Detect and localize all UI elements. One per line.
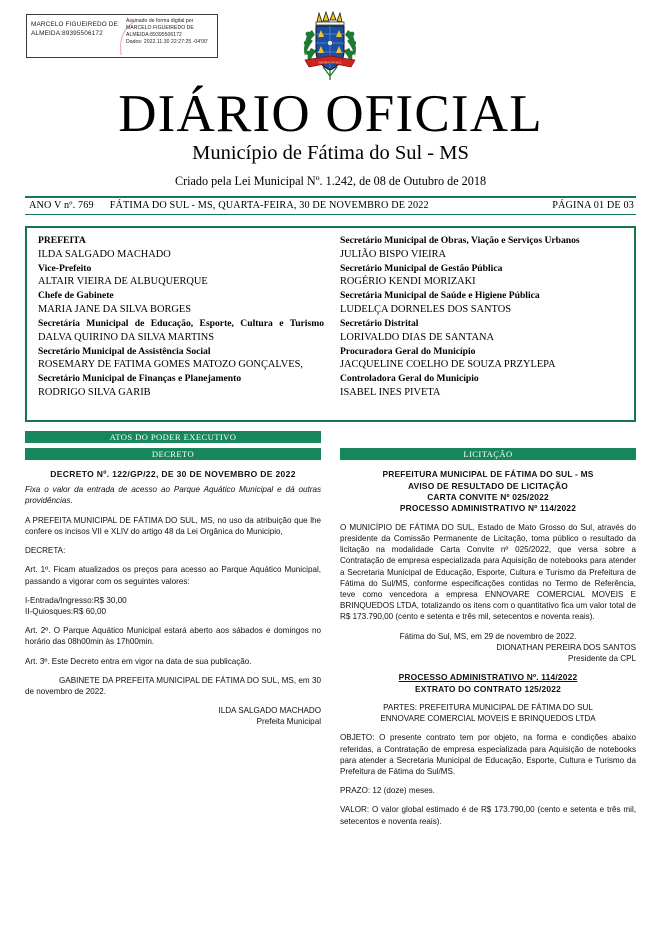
official-name: ISABEL INES PIVETA xyxy=(340,386,441,398)
signature-detail-line-2: MARCELO FIGUEIREDO DE xyxy=(126,25,194,32)
decreto-title: DECRETO Nº. 122/GP/22, DE 30 DE NOVEMBRO DE 2022 xyxy=(50,469,296,480)
official-role: Vice-Prefeito xyxy=(38,262,92,274)
official-role: PREFEITA xyxy=(38,235,86,247)
officials-column-left xyxy=(27,234,332,413)
signature-subject-line-1: MARCELO FIGUEIREDO DE xyxy=(31,21,118,28)
official-role: Secretário Municipal de Assistência Social xyxy=(38,345,211,357)
official-name: ALTAIR VIEIRA DE ALBUQUERQUE xyxy=(38,276,208,288)
licitacao-signer-name: DIONATHAN PEREIRA DOS SANTOS xyxy=(496,642,636,652)
decreto-signer-title: Prefeita Municipal xyxy=(256,717,321,727)
signature-detail-line-1: Assinado de forma digital por xyxy=(126,18,194,24)
decreto-signer-name: ILDA SALGADO MACHADO xyxy=(218,706,321,716)
officials-column-right xyxy=(332,234,634,413)
publication-date: FÁTIMA DO SUL - MS, QUARTA-FEIRA, 30 DE NOVEMBRO DE 2022 xyxy=(109,199,429,211)
official-role: Secretário Municipal de Gestão Pública xyxy=(340,262,503,274)
official-name: ROSEMARY DE FATIMA GOMES MATOZO GONÇALVES, xyxy=(38,359,303,371)
licitacao-body: O MUNICÍPIO DE FÁTIMA DO SUL, Estado de Mato Grosso do Sul, através do presidente da Comissão Permanente de Licitação, toma público o resultado da licitação na modalidade Carta Convite nº 025/2022, que versa sobre a Contratação de empresa especializada para Aquisição de notebooks para atender a Secretaria Municipal de Educação, Esporte, Cultura e Turismo da Prefeitura de Fátima do Sul/MS, conforme especificações contidas no Termo de Referência, teve como vencedora a empresa ENNOVARE COMERCIAL MOVEIS E BRINQUEDOS LTDA, totalizando os itens com o quantitativo fica um valor total de R$ 173.790,00 (cento e setenta e três mil, setecentos e noventa reais). xyxy=(340,522,636,622)
column-licitacao xyxy=(340,469,636,835)
page-title: DIÁRIO OFICIAL xyxy=(118,85,543,143)
contrato-prazo: PRAZO: 12 (doze) meses. xyxy=(340,786,435,796)
page-header xyxy=(0,0,661,88)
licitacao-header-line-2: AVISO DE RESULTADO DE LICITAÇÃO xyxy=(407,480,569,491)
masthead-law-line: Criado pela Lei Municipal Nº. 1.242, de 08 de Outubro de 2018 xyxy=(174,174,487,188)
signature-detail-line-3: ALMEIDA:89395506172 xyxy=(126,32,182,39)
contrato-partes-line-2: ENNOVARE COMERCIAL MOVEIS E BRINQUEDOS LTDA xyxy=(380,714,596,724)
official-name: ROGÉRIO KENDI MORIZAKI xyxy=(340,276,476,288)
licitacao-header xyxy=(340,469,636,515)
official-name: DALVA QUIRINO DA SILVA MARTINS xyxy=(38,331,215,343)
section-bar-row-second xyxy=(25,448,636,460)
masthead-info-line xyxy=(25,198,636,214)
official-role: Secretária Municipal de Saúde e Higiene Pública xyxy=(340,290,540,302)
contrato-partes-line-1: PARTES: PREFEITURA MUNICIPAL DE FÁTIMA DO SUL xyxy=(383,703,593,713)
decreto-item-1: I-Entrada/Ingresso:R$ 30,00 xyxy=(25,595,127,605)
decreto-article-1: Art. 1º. Ficam atualizados os preços para acesso ao Parque Aquático Municipal, passando a vigorar com os seguintes valores: xyxy=(25,565,321,586)
decreto-decreta-label: DECRETA: xyxy=(25,546,66,556)
decreto-article-2: Art. 2º. O Parque Aquático Municipal estará aberto aos sábados e domingos no horário das 08h00min às 17h00min. xyxy=(25,626,321,647)
official-role: Secretária Municipal de Educação, Esporte, Cultura e Turismo xyxy=(38,317,324,329)
official-name: ILDA SALGADO MACHADO xyxy=(38,248,171,260)
signature-subject xyxy=(27,15,123,57)
signature-details xyxy=(123,15,217,57)
licitacao-header-line-3: CARTA CONVITE Nº 025/2022 xyxy=(427,492,549,502)
svg-text:FATIMA DO SUL: FATIMA DO SUL xyxy=(318,60,342,65)
official-role: Procuradora Geral do Município xyxy=(340,345,476,357)
contrato-header-line-1: PROCESSO ADMINISTRATIVO Nº. 114/2022 xyxy=(398,672,578,683)
decreto-gabinete: GABINETE DA PREFEITA MUNICIPAL DE FÁTIMA DO SUL, MS, em 30 de novembro de 2022. xyxy=(25,675,321,696)
licitacao-place-date: Fátima do Sul, MS, em 29 de novembro de 2022. xyxy=(399,631,577,641)
edition-number: ANO V nº. 769 xyxy=(29,199,94,211)
official-role: Secretário Distrital xyxy=(340,317,419,329)
decreto-item-2: II-Quiosques:R$ 60,00 xyxy=(25,606,106,616)
signature-subject-line-2: ALMEIDA:89395506172 xyxy=(31,29,103,37)
official-role: Secretário Municipal de Finanças e Planejamento xyxy=(38,373,242,385)
signature-detail-line-4: Dados: 2022.11.30 22:27:25 -04'00' xyxy=(126,39,209,46)
official-name: MARIA JANE DA SILVA BORGES xyxy=(38,303,192,315)
section-bar-decreto: DECRETO xyxy=(25,448,321,460)
section-bar-row-top xyxy=(25,431,636,443)
official-name: RODRIGO SILVA GARIB xyxy=(38,386,151,398)
contrato-valor: VALOR: O valor global estimado é de R$ 173.790,00 (cento e setenta e três mil, setecentos e noventa reais). xyxy=(340,805,636,826)
official-name: LORIVALDO DIAS DE SANTANA xyxy=(340,331,494,343)
licitacao-signer-title: Presidente da CPL xyxy=(568,654,636,664)
licitacao-header-line-4: PROCESSO ADMINISTRATIVO Nº 114/2022 xyxy=(399,503,577,514)
page-number: PÁGINA 01 DE 03 xyxy=(552,199,634,211)
official-role: Controladora Geral do Município xyxy=(340,373,479,385)
column-decreto xyxy=(25,469,321,835)
masthead-rule-bottom xyxy=(25,214,636,216)
official-role: Chefe de Gabinete xyxy=(38,290,114,302)
decreto-ementa: Fixa o valor da entrada de acesso ao Parque Aquático Municipal e dá outras providências. xyxy=(25,484,321,505)
decreto-article-3: Art. 3º. Este Decreto entra em vigor na data de sua publicação. xyxy=(25,656,252,666)
body-columns xyxy=(25,469,636,835)
official-name: JACQUELINE COELHO DE SOUZA PRZYLEPA xyxy=(340,359,556,371)
coat-of-arms-icon xyxy=(299,10,361,82)
masthead-subtitle: Município de Fátima do Sul - MS xyxy=(192,142,469,164)
official-name: LUDELÇA DORNELES DOS SANTOS xyxy=(340,303,511,315)
decreto-preamble: A PREFEITA MUNICIPAL DE FÁTIMA DO SUL, MS, no uso da atribuição que lhe confere os incisos VII e XLIV do artigo 48 da Lei Orgânica do Municipio, xyxy=(25,515,321,536)
officials-box xyxy=(25,226,636,422)
digital-signature-stamp xyxy=(26,14,218,58)
contrato-header-line-2: EXTRATO DO CONTRATO 125/2022 xyxy=(415,683,561,694)
section-bar-licitacao: LICITAÇÃO xyxy=(340,448,636,460)
contrato-header xyxy=(340,672,636,695)
official-name: JULIÃO BISPO VIEIRA xyxy=(340,248,447,260)
official-role: Secretário Municipal de Obras, Viação e Serviços Urbanos xyxy=(340,235,580,247)
licitacao-header-line-1: PREFEITURA MUNICIPAL DE FÁTIMA DO SUL - MS xyxy=(382,469,594,480)
contrato-objeto: OBJETO: O presente contrato tem por objeto, na forma e condições abaixo referidas, a Contratação de empresa especializada para Aquisição de notebooks para atender a Secretaria Municipal de Educação, Esporte, Cultura e Turismo da Prefeitura de Fátima do Sul/MS. xyxy=(340,733,636,777)
section-bar-atos-poder-executivo: ATOS DO PODER EXECUTIVO xyxy=(25,431,321,443)
